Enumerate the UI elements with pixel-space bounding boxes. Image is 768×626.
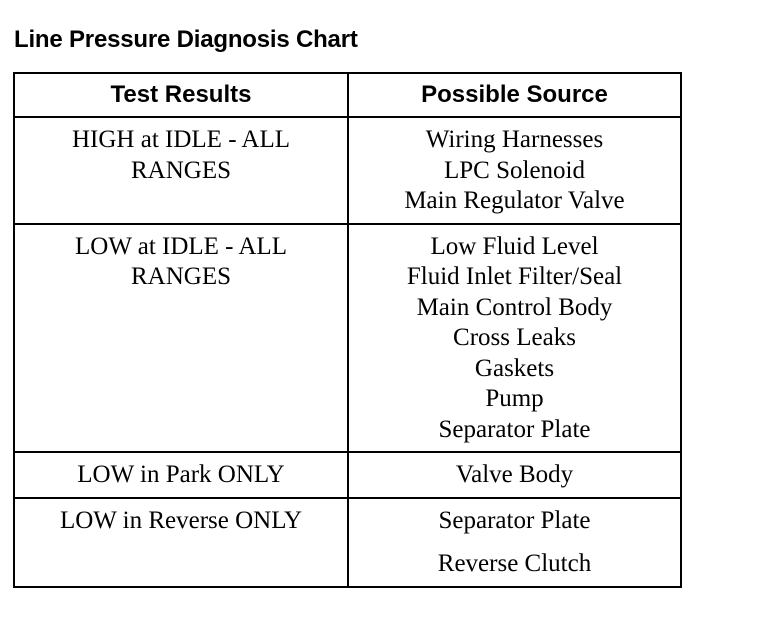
test-result-cell xyxy=(14,498,348,587)
header-possible-source: Possible Source xyxy=(348,73,681,117)
source-item: Separator Plate xyxy=(438,415,591,443)
test-result-text: HIGH at IDLE - ALL xyxy=(72,126,290,153)
source-item: Wiring Harnesses xyxy=(425,126,604,153)
possible-source-cell xyxy=(348,452,681,498)
test-result-cell xyxy=(14,224,348,453)
source-item: Valve Body xyxy=(455,461,574,488)
test-result-text: RANGES xyxy=(130,156,231,184)
test-result-text: RANGES xyxy=(130,263,231,290)
source-item: LPC Solenoid xyxy=(444,156,585,184)
possible-source-cell xyxy=(348,498,681,587)
source-item: Main Regulator Valve xyxy=(404,187,625,214)
table-row xyxy=(14,452,681,498)
table-row xyxy=(14,224,681,453)
header-row xyxy=(14,73,681,117)
table-row xyxy=(14,498,681,587)
source-item: Pump xyxy=(485,385,544,412)
header-test-results: Test Results xyxy=(14,73,348,117)
test-result-cell xyxy=(14,117,348,224)
chart-title: Line Pressure Diagnosis Chart xyxy=(14,26,358,53)
possible-source-cell xyxy=(348,224,681,453)
source-item: Main Control Body xyxy=(416,293,613,321)
test-result-text: LOW in Reverse ONLY xyxy=(59,506,303,534)
table-row xyxy=(14,117,681,224)
possible-source-cell xyxy=(348,117,681,224)
source-item: Reverse Clutch xyxy=(437,550,592,577)
test-result-text: LOW at IDLE - ALL xyxy=(75,232,287,260)
source-item: Gaskets xyxy=(474,354,555,382)
test-result-cell xyxy=(14,452,348,498)
source-item: Low Fluid Level xyxy=(430,232,599,260)
source-item: Cross Leaks xyxy=(453,324,576,351)
source-item: Separator Plate xyxy=(438,506,591,534)
test-result-text: LOW in Park ONLY xyxy=(77,461,285,488)
diagnosis-table xyxy=(13,72,682,588)
source-item: Fluid Inlet Filter/Seal xyxy=(406,263,623,290)
